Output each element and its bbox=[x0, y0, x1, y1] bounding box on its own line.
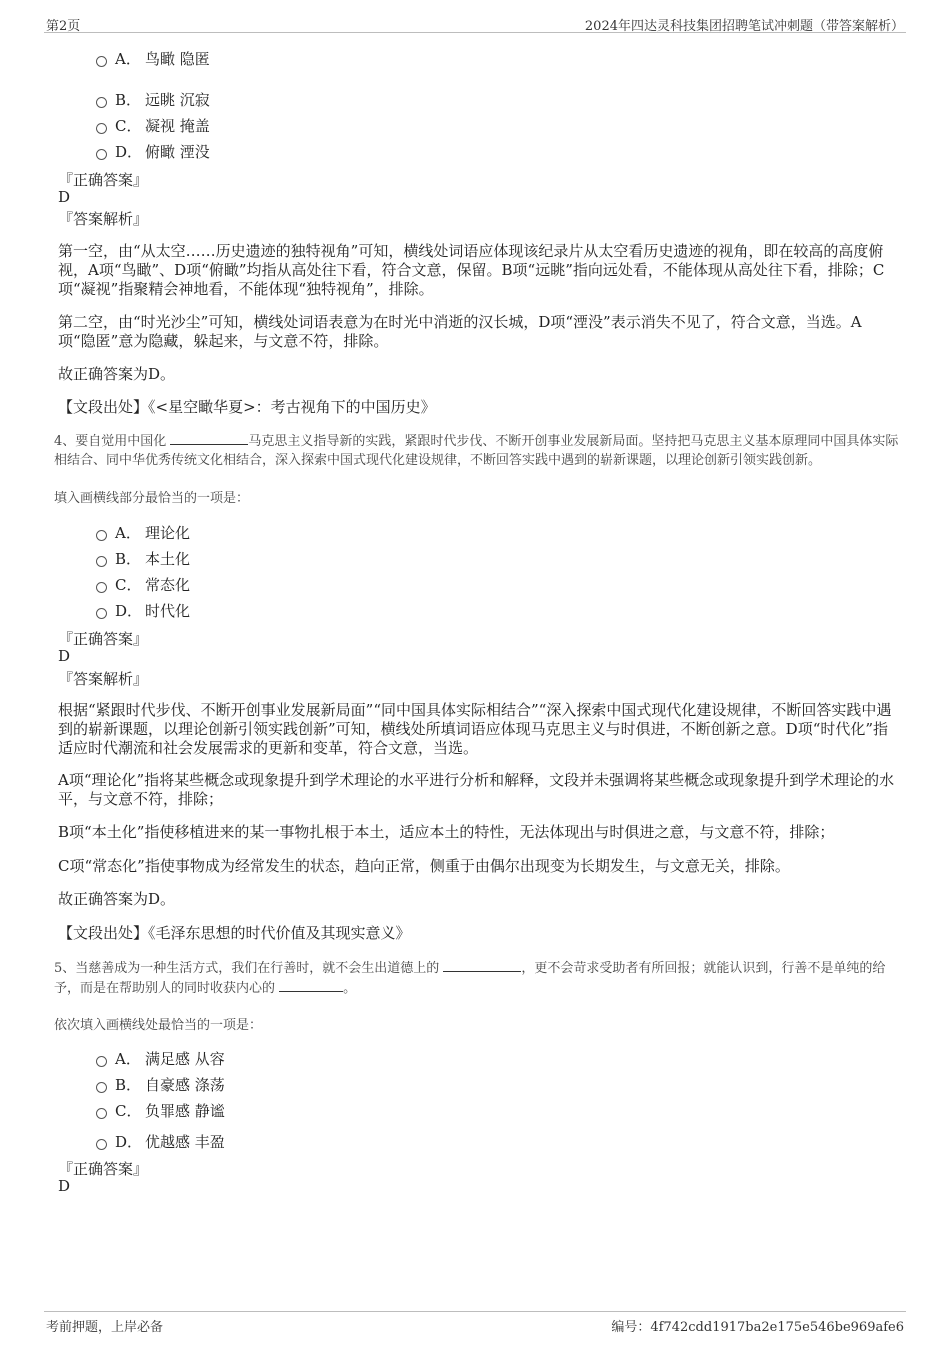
radio-icon[interactable] bbox=[96, 123, 107, 134]
q3-analysis-para-2: 第二空，由“时光沙尘”可知，横线处词语表意为在时光中消逝的汉长城，D项“湮没”表示消失不见了，符合文意，当选。A项“隐匿”意为隐藏，躲起来，与文意不符，排除。 bbox=[58, 313, 862, 350]
q5-option-c[interactable]: C． 负罪感 静谧 bbox=[96, 1100, 225, 1120]
radio-icon[interactable] bbox=[96, 582, 107, 593]
radio-icon[interactable] bbox=[96, 530, 107, 541]
radio-icon[interactable] bbox=[96, 1108, 107, 1119]
q5-option-a[interactable]: A． 满足感 从容 bbox=[96, 1048, 225, 1068]
q4-stem: 4、要自觉用中国化 马克思主义指导新的实践，紧跟时代步伐、不断开创事业发展新局面。坚持把马克思主义基本原理同中国具体实际相结合、同中华优秀传统文化相结合，深入探索中国式现代化建设规律，不断回答实践中遇到的崭新课题，以理论创新引领实践创新。 bbox=[54, 431, 904, 470]
q3-option-a[interactable]: A． 鸟瞰 隐匿 bbox=[96, 48, 210, 68]
q5-answer-label: 『正确答案』 bbox=[58, 1160, 149, 1178]
radio-icon[interactable] bbox=[96, 56, 107, 67]
q3-analysis-para-1: 第一空，由“从太空……历史遗迹的独特视角”可知，横线处词语应体现该纪录片从太空看历史遗迹的视角，即在较高的高度俯视，A项“鸟瞰”、D项“俯瞰”均指从高处往下看，符合文意，保留。B项“远眺”指向远处看，不能体现从高处往下看，排除；C项“凝视”指聚精会神地看，不能体现“独特视角”，排除。 bbox=[58, 242, 885, 298]
q4-answer: D bbox=[58, 647, 71, 665]
page-number: 第2页 bbox=[46, 19, 81, 34]
q4-analysis-para-2: A项“理论化”指将某些概念或现象提升到学术理论的水平进行分析和解释，文段并未强调将某些概念或现象提升到学术理论的水平，与文意不符，排除； bbox=[58, 771, 895, 808]
q3-option-b[interactable]: B． 远眺 沉寂 bbox=[96, 89, 210, 109]
q4-option-b[interactable]: B． 本土化 bbox=[96, 548, 190, 568]
q3-answer: D bbox=[58, 188, 71, 206]
q3-analysis-conclusion: 故正确答案为D。 bbox=[58, 365, 176, 383]
q4-option-c[interactable]: C． 常态化 bbox=[96, 574, 190, 594]
q4-option-a[interactable]: A． 理论化 bbox=[96, 522, 190, 542]
q5-option-d[interactable]: D． 优越感 丰盈 bbox=[96, 1131, 225, 1151]
q5-answer: D bbox=[58, 1177, 71, 1195]
q4-analysis-para-1: 根据“紧跟时代步伐、不断开创事业发展新局面”“同中国具体实际相结合”“深入探索中国式现代化建设规律，不断回答实践中遇到的崭新课题，以理论创新引领实践创新”可知，横线处所填词语应体现马克思主义与时俱进，不断创新之意。D项“时代化”指适应时代潮流和社会发展需求的更新和变革，符合文意，当选。 bbox=[58, 701, 892, 757]
q3-analysis-label: 『答案解析』 bbox=[58, 210, 149, 228]
q4-answer-label: 『正确答案』 bbox=[58, 630, 149, 648]
document-code: 编号：4f742cdd1917ba2e175e546be969afe6 bbox=[611, 1320, 904, 1335]
q4-blank[interactable] bbox=[170, 431, 248, 445]
footer-slogan: 考前押题，上岸必备 bbox=[46, 1320, 164, 1335]
q5-blank-2[interactable] bbox=[279, 978, 343, 992]
q3-source: 【文段出处】《<星空瞰华夏>：考古视角下的中国历史》 bbox=[58, 398, 436, 416]
document-title: 2024年四达灵科技集团招聘笔试冲刺题（带答案解析） bbox=[584, 19, 904, 34]
q5-prompt: 依次填入画横线处最恰当的一项是： bbox=[54, 1018, 263, 1033]
page-footer bbox=[44, 1311, 906, 1336]
q4-analysis-conclusion: 故正确答案为D。 bbox=[58, 890, 176, 908]
q3-option-d[interactable]: D． 俯瞰 湮没 bbox=[96, 141, 210, 161]
q4-analysis-para-4: C项“常态化”指使事物成为经常发生的状态，趋向正常，侧重于由偶尔出现变为长期发生，与文意无关，排除。 bbox=[58, 857, 790, 875]
radio-icon[interactable] bbox=[96, 149, 107, 160]
q4-analysis-para-3: B项“本土化”指使移植进来的某一事物扎根于本土，适应本土的特性，无法体现出与时俱进之意，与文意不符，排除； bbox=[58, 823, 835, 841]
radio-icon[interactable] bbox=[96, 556, 107, 567]
page-header bbox=[44, 12, 906, 33]
radio-icon[interactable] bbox=[96, 97, 107, 108]
q4-source: 【文段出处】《毛泽东思想的时代价值及其现实意义》 bbox=[58, 924, 411, 942]
q5-stem: 5、当慈善成为一种生活方式，我们在行善时，就不会生出道德上的 ，更不会苛求受助者有所回报；就能认识到，行善不是单纯的给予，而是在帮助别人的同时收获内心的 。 bbox=[54, 958, 904, 998]
radio-icon[interactable] bbox=[96, 1056, 107, 1067]
q3-option-c[interactable]: C． 凝视 掩盖 bbox=[96, 115, 210, 135]
q5-blank-1[interactable] bbox=[443, 958, 521, 972]
q5-option-b[interactable]: B． 自豪感 涤荡 bbox=[96, 1074, 225, 1094]
radio-icon[interactable] bbox=[96, 608, 107, 619]
q4-option-d[interactable]: D． 时代化 bbox=[96, 600, 190, 620]
radio-icon[interactable] bbox=[96, 1082, 107, 1093]
q3-answer-label: 『正确答案』 bbox=[58, 171, 149, 189]
q4-analysis-label: 『答案解析』 bbox=[58, 670, 149, 688]
q4-prompt: 填入画横线部分最恰当的一项是： bbox=[54, 491, 250, 506]
radio-icon[interactable] bbox=[96, 1139, 107, 1150]
